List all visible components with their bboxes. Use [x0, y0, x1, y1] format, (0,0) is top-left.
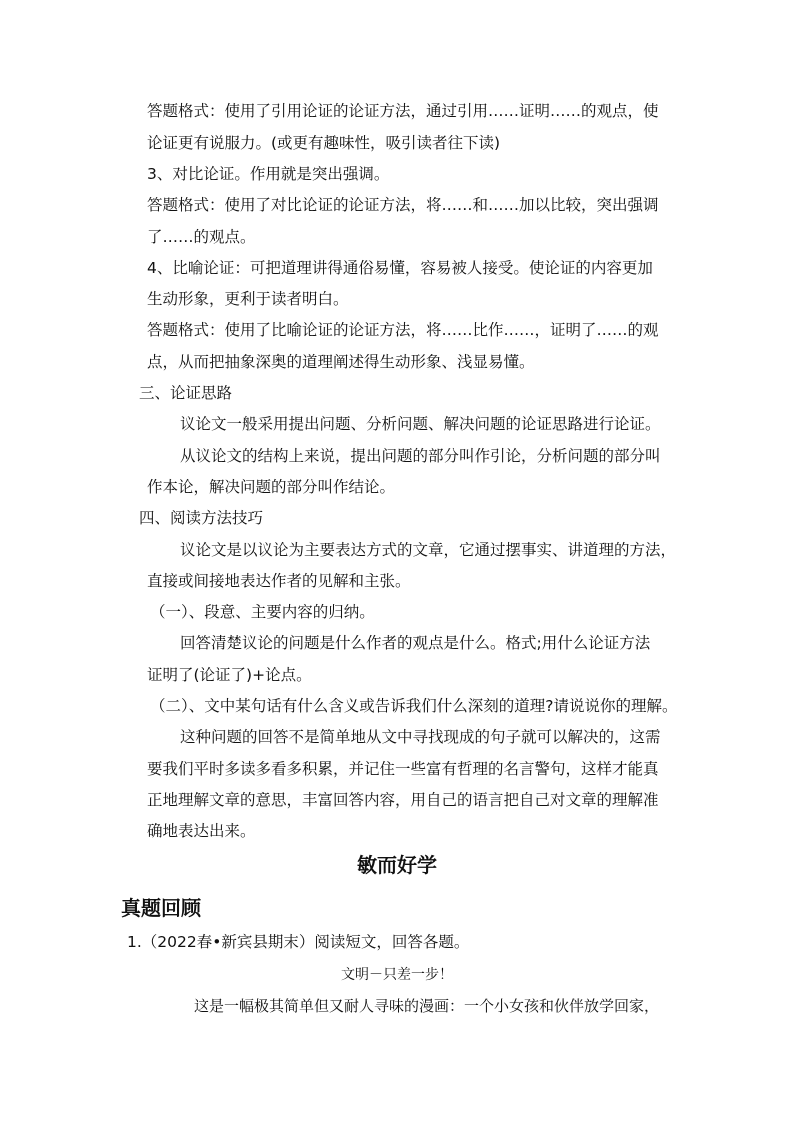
- page-title: 敏而好学: [357, 853, 437, 877]
- paragraph-line: 3、对比论证。作用就是突出强调。: [147, 165, 390, 183]
- paragraph-line: 点，从而把抽象深奥的道理阐述得生动形象、浅显易懂。: [147, 353, 535, 371]
- subheading: （一）、段意、主要内容的归纳。: [150, 603, 375, 621]
- paragraph-line: 正地理解文章的意思，丰富回答内容，用自己的语言把自己对文章的理解准: [147, 791, 659, 809]
- paragraph-line: 论证更有说服力。(或更有趣味性，吸引读者往下读): [147, 134, 501, 152]
- paragraph-line: 证明了(论证了)+论点。: [147, 666, 312, 684]
- paragraph-line: 答题格式：使用了比喻论证的论证方法，将……比作……，证明了……的观: [147, 321, 659, 339]
- paragraph-line: 答题格式：使用了引用论证的论证方法，通过引用……证明……的观点，使: [147, 102, 659, 120]
- subheading: 四、阅读方法技巧: [139, 509, 264, 527]
- subheading: 三、论证思路: [139, 384, 233, 402]
- paragraph-line: 确地表达出来。: [147, 822, 256, 840]
- paragraph-line: 回答清楚议论的问题是什么作者的观点是什么。格式;用什么论证方法: [180, 634, 651, 652]
- paragraph-line: 作本论，解决问题的部分叫作结论。: [147, 478, 396, 496]
- paragraph-line: 生动形象，更利于读者明白。: [147, 290, 349, 308]
- paragraph-line: 这种问题的回答不是简单地从文中寻找现成的句子就可以解决的，这需: [180, 728, 661, 746]
- paragraph-line: 直接或间接地表达作者的见解和主张。: [147, 572, 411, 590]
- question-prompt: 1.（2022春•新宾县期末）阅读短文，回答各题。: [127, 933, 470, 951]
- paragraph-line: 从议论文的结构上来说，提出问题的部分叫作引论，分析问题的部分叫: [180, 447, 661, 465]
- subheading: （二）、文中某句话有什么含义或告诉我们什么深刻的道理?请说说你的理解。: [150, 697, 678, 715]
- paragraph-line: 答题格式：使用了对比论证的论证方法，将……和……加以比较，突出强调: [147, 196, 659, 214]
- reading-line: 这是一幅极其简单但又耐人寻味的漫画：一个小女孩和伙伴放学回家，: [194, 997, 660, 1015]
- paragraph-line: 议论文一般采用提出问题、分析问题、解决问题的论证思路进行论证。: [180, 415, 661, 433]
- paragraph-line: 要我们平时多读多看多积累，并记住一些富有哲理的名言警句，这样才能真: [147, 760, 659, 778]
- paragraph-line: 议论文是以议论为主要表达方式的文章，它通过摆事实、讲道理的方法，: [180, 541, 677, 559]
- section-heading: 真题回顾: [121, 896, 201, 920]
- reading-title: 文明－只差一步！: [341, 967, 453, 983]
- paragraph-line: 4、比喻论证：可把道理讲得通俗易懂，容易被人接受。使论证的内容更加: [147, 259, 653, 277]
- paragraph-line: 了……的观点。: [147, 228, 256, 246]
